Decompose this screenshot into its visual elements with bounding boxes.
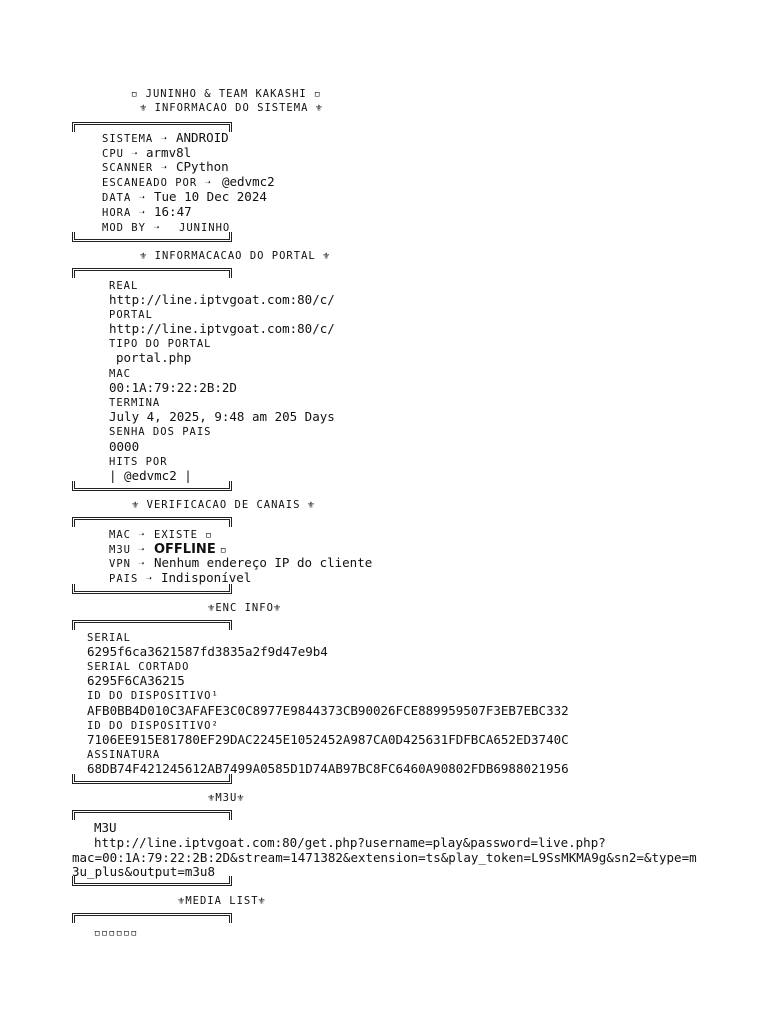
section-title-system: ⚜ INFORMACAO DO SISTEMA ⚜ (140, 102, 324, 114)
id1-label: ID DO DISPOSITIVO¹ (87, 690, 219, 702)
senha-label: SENHA DOS PAIS (109, 426, 212, 438)
hora-value: 16:47 (154, 204, 192, 219)
scanner-value: CPython (176, 159, 229, 174)
pais-value: Indisponível (161, 570, 252, 585)
m3u-status-suffix: ◽ (220, 544, 228, 556)
id1-value: AFB0BB4D010C3AFAFE3C0C8977E9844373CB90026FCE889959507F3EB7EBC332 (87, 703, 569, 718)
cpu-value: armv8l (146, 145, 192, 160)
m3u-status-offline: OFFLINE (154, 542, 216, 557)
serial-value: 6295f6ca3621587fd3835a2f9d47e9b4 (87, 644, 328, 659)
canais-mac-label: MAC ➝ (109, 529, 146, 541)
section-title-media: ⚜MEDIA LIST⚜ (178, 895, 266, 907)
real-label: REAL (109, 280, 139, 292)
section-title-m3u: ⚜M3U⚜ (208, 792, 245, 804)
box-frame-bottom (72, 232, 232, 242)
mac-value: 00:1A:79:22:2B:2D (109, 380, 237, 395)
serial-label: SERIAL (87, 632, 131, 644)
box-frame-top (72, 268, 232, 278)
section-title-portal: ⚜ INFORMACACAO DO PORTAL ⚜ (140, 250, 331, 262)
serial-cortado-label: SERIAL CORTADO (87, 661, 190, 673)
box-frame-top (72, 913, 232, 923)
mod-label: MOD BY ➝ (102, 222, 161, 234)
tipo-value: portal.php (116, 350, 192, 365)
hits-label: HITS POR (109, 456, 168, 468)
canais-m3u-label: M3U ➝ (109, 544, 146, 556)
section-title-enc: ⚜ENC INFO⚜ (208, 602, 282, 614)
vpn-label: VPN ➝ (109, 558, 146, 570)
sistema-label: SISTEMA ➝ (102, 133, 168, 145)
box-frame-bottom (72, 876, 232, 886)
m3u-label: M3U (94, 820, 117, 835)
pais-label: PAIS ➝ (109, 573, 153, 585)
termina-value: July 4, 2025, 9:48 am 205 Days (109, 409, 335, 424)
serial-cortado-value: 6295F6CA36215 (87, 673, 185, 688)
page-title: ◽ JUNINHO & TEAM KAKASHI ◽ (131, 88, 322, 100)
data-label: DATA ➝ (102, 192, 146, 204)
portal-label: PORTAL (109, 309, 153, 321)
scanner-label: SCANNER ➝ (102, 162, 168, 174)
box-frame-bottom (72, 584, 232, 594)
id2-value: 7106EE915E81780EF29DAC2245E1052452A987CA0D425631FDFBCA652ED3740C (87, 732, 569, 747)
box-frame-top (72, 810, 232, 820)
senha-value: 0000 (109, 439, 140, 454)
box-frame-top (72, 620, 232, 630)
portal-value: http://line.iptvgoat.com:80/c/ (109, 321, 335, 336)
hits-value: | @edvmc2 | (109, 468, 192, 483)
data-value: Tue 10 Dec 2024 (154, 189, 267, 204)
box-frame-top (72, 517, 232, 527)
vpn-value: Nenhum endereço IP do cliente (154, 555, 373, 570)
media-list-items: ◽◽◽◽◽◽ (94, 927, 138, 939)
tipo-label: TIPO DO PORTAL (109, 338, 212, 350)
assinatura-label: ASSINATURA (87, 749, 161, 761)
mac-label: MAC (109, 368, 131, 380)
termina-label: TERMINA (109, 397, 161, 409)
hora-label: HORA ➝ (102, 207, 146, 219)
assinatura-value: 68DB74F421245612AB7499A0585D1D74AB97BC8FC6460A90802FDB6988021956 (87, 761, 569, 776)
escaneado-value: @edvmc2 (222, 174, 275, 189)
mod-value: JUNINHO (179, 222, 231, 234)
real-value: http://line.iptvgoat.com:80/c/ (109, 292, 335, 307)
sistema-value: ANDROID (176, 130, 229, 145)
m3u-url-line-2[interactable]: mac=00:1A:79:22:2B:2D&stream=1471382&extension=ts&play_token=L9SsMKMA9g&sn2=&type=m (72, 850, 697, 865)
id2-label: ID DO DISPOSITIVO² (87, 720, 219, 732)
box-frame-bottom (72, 481, 232, 491)
escaneado-label: ESCANEADO POR ➝ (102, 177, 212, 189)
canais-mac-value: EXISTE ◽ (154, 529, 213, 541)
m3u-url-line-1[interactable]: http://line.iptvgoat.com:80/get.php?username=play&password=live.php? (94, 835, 606, 850)
m3u-url-line-3[interactable]: 3u_plus&output=m3u8 (72, 864, 215, 879)
section-title-canais: ⚜ VERIFICACAO DE CANAIS ⚜ (132, 499, 316, 511)
box-frame-bottom (72, 774, 232, 784)
cpu-label: CPU ➝ (102, 148, 139, 160)
